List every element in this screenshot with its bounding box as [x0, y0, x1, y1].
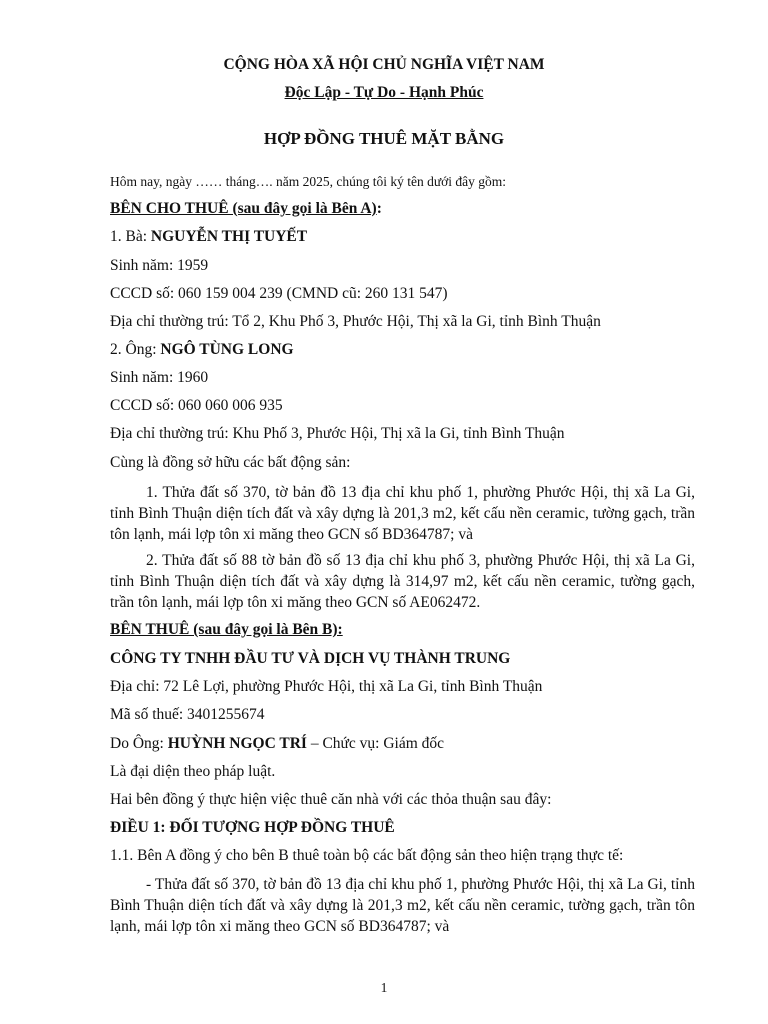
person1-birth: Sinh năm: 1959: [110, 257, 209, 274]
article1-clause-1-1: 1.1. Bên A đồng ý cho bên B thuê toàn bộ các bất động sản theo hiện trạng thực tế:: [110, 847, 624, 864]
page-number: 1: [380, 980, 388, 995]
company-address: Địa chỉ: 72 Lê Lợi, phường Phước Hội, thị xã La Gi, tỉnh Bình Thuận: [110, 678, 543, 695]
person1-id: CCCD số: 060 159 004 239 (CMND cũ: 260 131 547): [110, 285, 448, 302]
person2-address: Địa chỉ thường trú: Khu Phố 3, Phước Hội, Thị xã la Gi, tỉnh Bình Thuận: [110, 425, 565, 442]
rep-title: – Chức vụ: Giám đốc: [306, 735, 445, 752]
document-title: HỢP ĐỒNG THUÊ MẶT BẰNG: [263, 129, 505, 148]
motto: Độc Lập - Tự Do - Hạnh Phúc: [284, 84, 484, 101]
person2-id: CCCD số: 060 060 006 935: [110, 397, 283, 414]
person1-address: Địa chỉ thường trú: Tổ 2, Khu Phố 3, Phước Hội, Thị xã la Gi, tỉnh Bình Thuận: [110, 313, 601, 330]
article1-item-1: - Thửa đất số 370, tờ bản đồ 13 địa chỉ khu phố 1, phường Phước Hội, thị xã La Gi, tỉnh Bình Thuận diện tích đất và xây dựng là 201,3 m2, kết cấu nền ceramic, tường gạch, trần tôn lạnh, mái lợp tôn xi măng theo GCN số BD364787; và: [110, 876, 695, 935]
person2-birth: Sinh năm: 1960: [110, 369, 209, 386]
person1-name: NGUYỄN THỊ TUYẾT: [150, 228, 308, 245]
person1-prefix: 1. Bà:: [110, 228, 151, 245]
party-a-heading-colon: :: [376, 200, 382, 217]
person2-name: NGÔ TÙNG LONG: [160, 341, 294, 358]
person2-prefix: 2. Ông:: [110, 341, 161, 358]
rep-prefix: Do Ông:: [110, 735, 168, 752]
agreement-text: Hai bên đồng ý thực hiện việc thuê căn nhà với các thỏa thuận sau đây:: [110, 791, 552, 808]
property-2: 2. Thửa đất số 88 tờ bản đồ số 13 địa chỉ khu phố 3, phường Phước Hội, thị xã La Gi, tỉnh Bình Thuận diện tích đất và xây dựng là 314,97 m2, kết cấu nền ceramic, tường gạch, trần tôn lạnh, mái lợp tôn xi măng theo GCN số AE062472.: [110, 552, 695, 611]
rep-name: HUỲNH NGỌC TRÍ: [167, 735, 307, 752]
article1-heading: ĐIỀU 1: ĐỐI TƯỢNG HỢP ĐỒNG THUÊ: [110, 819, 395, 836]
property-1: 1. Thửa đất số 370, tờ bản đồ 13 địa chỉ khu phố 1, phường Phước Hội, thị xã La Gi, tỉnh Bình Thuận diện tích đất và xây dựng là 201,3 m2, kết cấu nền ceramic, tường gạch, trần tôn lạnh, mái lợp tôn xi măng theo GCN số BD364787; và: [110, 484, 695, 543]
person1-name-line: [110, 227, 695, 247]
company-name: CÔNG TY TNHH ĐẦU TƯ VÀ DỊCH VỤ THÀNH TRUNG: [110, 650, 511, 667]
co-owners-text: Cùng là đồng sở hữu các bất động sản:: [110, 454, 351, 471]
party-b-heading: BÊN THUÊ (sau đây gọi là Bên B):: [110, 621, 343, 638]
intro-text: Hôm nay, ngày …… tháng…. năm 2025, chúng tôi ký tên dưới đây gồm:: [110, 174, 507, 189]
legal-rep-text: Là đại diện theo pháp luật.: [110, 763, 276, 780]
person2-name-line: [110, 340, 695, 360]
country-header: CỘNG HÒA XÃ HỘI CHỦ NGHĨA VIỆT NAM: [223, 56, 545, 73]
party-a-heading-text: BÊN CHO THUÊ (sau đây gọi là Bên A): [110, 200, 377, 217]
representative-line: [110, 734, 695, 754]
tax-code: Mã số thuế: 3401255674: [110, 706, 265, 723]
party-a-heading: [110, 199, 695, 219]
